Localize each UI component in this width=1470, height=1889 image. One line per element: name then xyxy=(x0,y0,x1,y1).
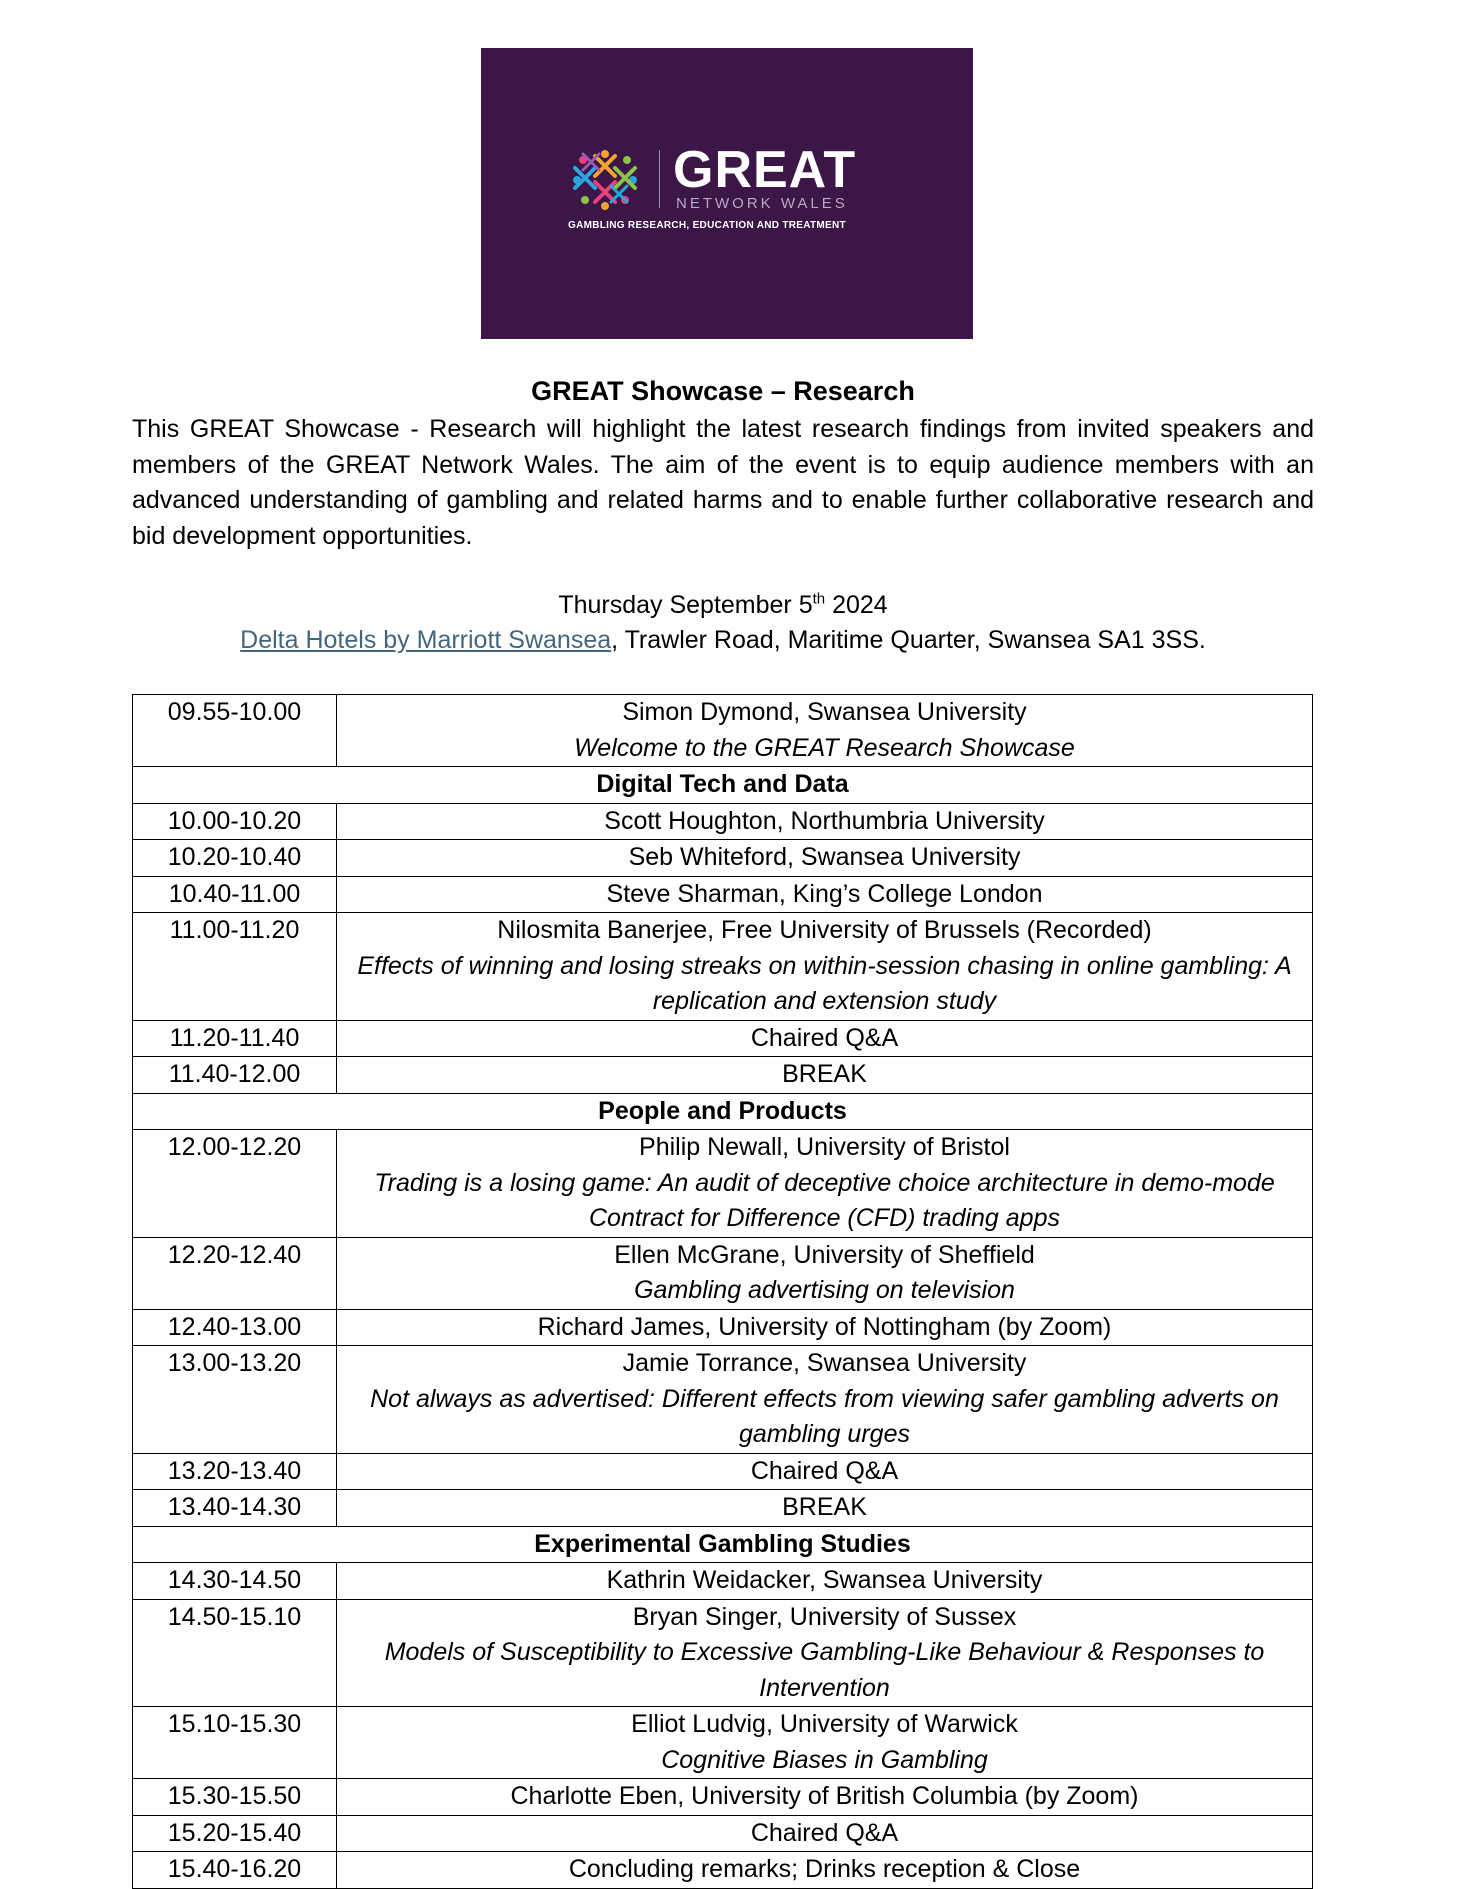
talk-title: Not always as advertised: Different effects from viewing safer gambling adverts on gambling urges xyxy=(370,1384,1279,1448)
session-info xyxy=(337,840,1313,877)
time-slot: 11.20-11.40 xyxy=(133,1020,337,1057)
talk-title: Gambling advertising on television xyxy=(634,1276,1015,1304)
time-slot: 11.00-11.20 xyxy=(133,913,337,1021)
session-info xyxy=(337,1453,1313,1490)
talk-title: Cognitive Biases in Gambling xyxy=(661,1745,988,1774)
schedule-row xyxy=(133,1707,1313,1779)
schedule-row xyxy=(133,803,1313,840)
session-info xyxy=(337,1020,1313,1057)
time-slot: 13.40-14.30 xyxy=(133,1490,337,1527)
session-info xyxy=(337,1237,1313,1309)
talk-title: Trading is a losing game: An audit of deceptive choice architecture in demo-mode Contract for Difference (CFD) trading apps xyxy=(374,1168,1275,1232)
speaker: BREAK xyxy=(782,1060,867,1088)
schedule-row xyxy=(133,1453,1313,1490)
session-info xyxy=(337,1599,1313,1707)
schedule-row xyxy=(133,1815,1313,1852)
session-info xyxy=(337,1779,1313,1816)
logo-tagline: GAMBLING RESEARCH, EDUCATION AND TREATMENT xyxy=(568,220,846,231)
event-date xyxy=(0,588,1446,623)
schedule-row xyxy=(133,913,1313,1021)
time-slot: 12.20-12.40 xyxy=(133,1237,337,1309)
speaker: Chaired Q&A xyxy=(750,1818,899,1847)
schedule-row xyxy=(133,1852,1313,1889)
time-slot: 13.20-13.40 xyxy=(133,1453,337,1490)
venue-address: , Trawler Road, Maritime Quarter, Swansea SA1 3SS. xyxy=(611,626,1206,654)
talk-title: Effects of winning and losing streaks on within-session chasing in online gambling: A replication and extension study xyxy=(357,951,1292,1015)
intro-paragraph: This GREAT Showcase - Research will highlight the latest research findings from invited speakers and members of the GREAT Network Wales. The aim of the event is to equip audience members with an advanced understanding of gambling and related harms and to enable further collaborative research and bid development opportunities. xyxy=(132,415,1314,550)
speaker: Jamie Torrance, Swansea University xyxy=(622,1349,1027,1377)
schedule-row xyxy=(133,1020,1313,1057)
time-slot: 14.30-14.50 xyxy=(133,1563,337,1600)
session-info xyxy=(337,1346,1313,1454)
section-title: Digital Tech and Data xyxy=(133,767,1313,804)
schedule-body xyxy=(133,695,1313,1889)
event-venue xyxy=(0,623,1446,658)
speaker: Concluding remarks; Drinks reception & Close xyxy=(568,1855,1081,1883)
session-info xyxy=(337,803,1313,840)
schedule-row xyxy=(133,1779,1313,1816)
speaker: Kathrin Weidacker, Swansea University xyxy=(606,1566,1043,1594)
speaker: Steve Sharman, King’s College London xyxy=(606,879,1043,908)
time-slot: 13.00-13.20 xyxy=(133,1346,337,1454)
schedule-row xyxy=(133,1346,1313,1454)
speaker: Elliot Ludvig, University of Warwick xyxy=(631,1710,1018,1738)
section-header-row xyxy=(133,767,1313,804)
talk-title: Models of Susceptibility to Excessive Gambling-Like Behaviour & Responses to Intervention xyxy=(384,1638,1265,1702)
session-info xyxy=(337,695,1313,767)
event-date-day: Thursday September 5 xyxy=(558,591,813,619)
speaker: Charlotte Eben, University of British Columbia (by Zoom) xyxy=(510,1782,1139,1810)
section-title: Experimental Gambling Studies xyxy=(133,1526,1313,1563)
schedule-row xyxy=(133,1490,1313,1527)
schedule-row xyxy=(133,1599,1313,1707)
time-slot: 09.55-10.00 xyxy=(133,695,337,767)
section-title: People and Products xyxy=(133,1093,1313,1130)
logo-subtitle: NETWORK WALES xyxy=(676,195,848,212)
session-info xyxy=(337,913,1313,1021)
speaker: Scott Houghton, Northumbria University xyxy=(604,806,1045,835)
schedule-row xyxy=(133,1057,1313,1094)
schedule-row xyxy=(133,840,1313,877)
time-slot: 11.40-12.00 xyxy=(133,1057,337,1094)
page-title: GREAT Showcase – Research xyxy=(531,376,915,406)
speaker: BREAK xyxy=(782,1493,867,1521)
speaker: Ellen McGrane, University of Sheffield xyxy=(614,1240,1035,1269)
section-header-row xyxy=(133,1093,1313,1130)
session-info xyxy=(337,1490,1313,1527)
logo-brand: GREAT xyxy=(673,141,857,199)
talk-title: Welcome to the GREAT Research Showcase xyxy=(574,733,1075,762)
session-info xyxy=(337,1852,1313,1889)
time-slot: 10.40-11.00 xyxy=(133,876,337,913)
schedule-row xyxy=(133,695,1313,767)
session-info xyxy=(337,876,1313,913)
logo-divider xyxy=(659,150,660,208)
session-info xyxy=(337,1815,1313,1852)
time-slot: 15.40-16.20 xyxy=(133,1852,337,1889)
speaker: Nilosmita Banerjee, Free University of Brussels (Recorded) xyxy=(497,916,1152,944)
schedule-row xyxy=(133,1563,1313,1600)
schedule-table xyxy=(132,694,1313,1889)
time-slot: 15.20-15.40 xyxy=(133,1815,337,1852)
event-date-year: 2024 xyxy=(825,591,888,619)
schedule-row xyxy=(133,876,1313,913)
schedule-row xyxy=(133,1237,1313,1309)
speaker: Chaired Q&A xyxy=(750,1456,899,1485)
time-slot: 12.00-12.20 xyxy=(133,1130,337,1238)
schedule-row xyxy=(133,1130,1313,1238)
venue-link[interactable]: Delta Hotels by Marriott Swansea xyxy=(240,626,612,654)
time-slot: 10.20-10.40 xyxy=(133,840,337,877)
time-slot: 15.30-15.50 xyxy=(133,1779,337,1816)
time-slot: 12.40-13.00 xyxy=(133,1309,337,1346)
speaker: Richard James, University of Nottingham (by Zoom) xyxy=(537,1312,1112,1341)
great-logo xyxy=(481,48,973,339)
session-info xyxy=(337,1057,1313,1094)
section-header-row xyxy=(133,1526,1313,1563)
speaker: Philip Newall, University of Bristol xyxy=(639,1133,1010,1161)
session-info xyxy=(337,1130,1313,1238)
schedule-row xyxy=(133,1309,1313,1346)
speaker: Chaired Q&A xyxy=(750,1023,899,1052)
session-info xyxy=(337,1309,1313,1346)
session-info xyxy=(337,1563,1313,1600)
time-slot: 10.00-10.20 xyxy=(133,803,337,840)
speaker: Bryan Singer, University of Sussex xyxy=(632,1602,1017,1631)
time-slot: 14.50-15.10 xyxy=(133,1599,337,1707)
speaker: Seb Whiteford, Swansea University xyxy=(628,843,1021,871)
speaker: Simon Dymond, Swansea University xyxy=(622,698,1027,726)
event-date-ordinal: th xyxy=(812,590,826,608)
time-slot: 15.10-15.30 xyxy=(133,1707,337,1779)
session-info xyxy=(337,1707,1313,1779)
